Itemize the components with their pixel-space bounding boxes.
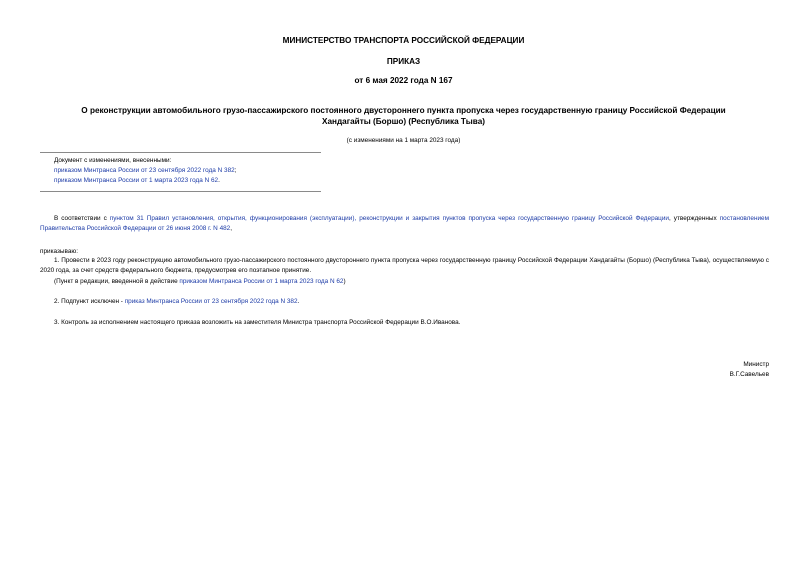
doc-type-heading: ПРИКАЗ [386,57,421,66]
date-number-heading: от 6 мая 2022 года N 167 [354,76,453,85]
government-decree-link[interactable]: постановлением Правительства Российской Федерации от 26 июня 2008 г. N 482 [40,215,769,232]
change-link-2[interactable]: приказом Минтранса России от 1 марта 2023 года N 62 [54,177,219,184]
change-link-1-suffix: ; [234,167,237,174]
changes-item-2 [54,176,220,185]
title-line-2: Хандагайты (Боршо) (Республика Тыва) [321,117,485,126]
item-2-text-start: 2. Подпункт исключен - [54,298,125,305]
item-2-link[interactable]: приказ Минтранса России от 23 сентября 2022 года N 382 [124,298,298,305]
changes-top-rule [40,152,321,153]
ministry-heading: МИНИСТЕРСТВО ТРАНСПОРТА РОССИЙСКОЙ ФЕДЕРАЦИИ [282,36,525,45]
preamble-paragraph [40,214,769,233]
item-1-edition-note [54,277,346,286]
item-1-note-link[interactable]: приказом Минтранса России от 1 марта 2023 года N 62 [179,278,344,285]
order-word: приказываю: [40,248,78,255]
preamble-text-start: В соответствии с [54,215,110,222]
title-line-1: О реконструкции автомобильного грузо-пассажирского постоянного двустороннего пункта пропуска через государственную границу Российской Федерации [81,106,726,115]
item-1-note-end: ) [343,278,346,285]
item-3-paragraph: 3. Контроль за исполнением настоящего приказа возложить на заместителя Министра транспорта Российской Федерации В.О.Иванова. [54,319,461,326]
change-link-2-suffix: . [218,177,220,184]
item-2-text-end: . [297,298,300,305]
preamble-text-end: , [230,224,233,232]
item-1-note-start: (Пункт в редакции, введенной в действие [54,278,180,285]
item-1-paragraph: 1. Провести в 2023 году реконструкцию автомобильного грузо-пассажирского постоянного двустороннего пункта пропуска через государственную границу Российской Федерации Хандагайты (Боршо) (Республика Тыва), осуществляемую с 2020 года, за счет средств федерального бюджета, предусмотрев его поэтапное принятие. [40,257,769,274]
changes-item-1 [54,166,236,175]
signatory-position: Министр [743,361,769,368]
signatory-name: В.Г.Савельев [729,371,769,378]
amendments-note: (с изменениями на 1 марта 2023 года) [346,137,461,144]
changes-intro: Документ с изменениями, внесенными: [54,157,172,164]
rules-point-31-link[interactable]: пунктом 31 Правил установления, открытия, функционирования (эксплуатации), реконструкции и закрытия пунктов пропуска через государственную границу Российской Федерации [109,215,669,222]
change-link-1[interactable]: приказом Минтранса России от 23 сентября 2022 года N 382 [54,167,235,174]
preamble-text-middle: , утвержденных [668,215,720,222]
changes-bottom-rule [40,191,321,192]
item-2-paragraph [54,297,299,306]
